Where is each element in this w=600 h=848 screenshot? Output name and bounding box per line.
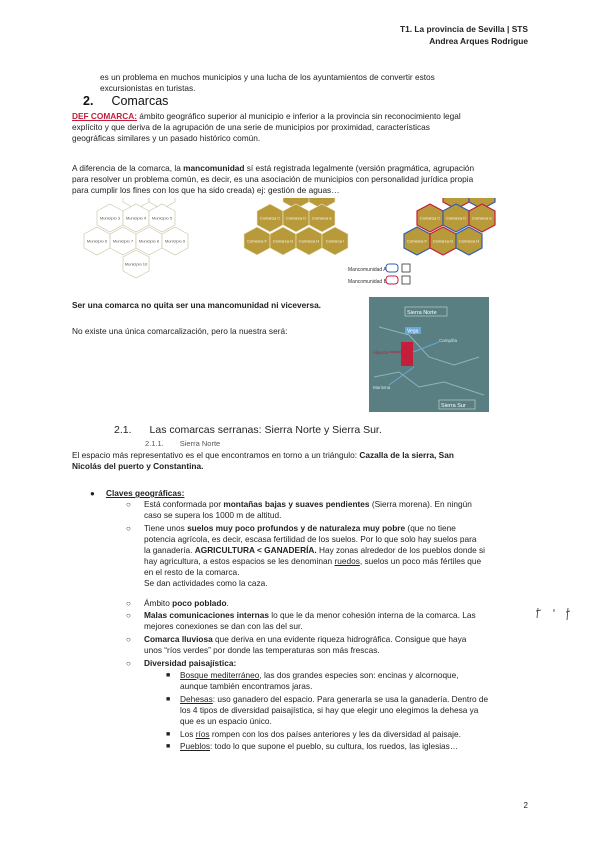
clave-item-lluviosa: Comarca lluviosa que deriva en una evidente riqueza hidrográfica. Consigue que haya unos “ríos verdes” por donde las temperaturas son más frescas.	[144, 634, 467, 655]
sierra-norte-intro: El espacio más representativo es el que encontramos en torno a un triángulo: Cazalla de la sierra, San Nicolás del puerto y Constantina.	[72, 450, 454, 471]
map-label-marisma: Marisma	[373, 385, 391, 390]
hexagon-label: Comarca H	[458, 238, 480, 244]
square-bullet-icon: ■	[166, 743, 171, 750]
map-highlight-red	[401, 342, 413, 366]
clave-item-montanas: Está conformada por montañas bajas y suaves pendientes (Sierra morena). En ningún caso se supera los 1000 m de altitud.	[144, 499, 472, 520]
no-unique-statement: No existe una única comarcalización, pero la nuestra será:	[72, 326, 288, 336]
comarca-hex-group	[244, 198, 348, 255]
hexagon-label: Comarca G	[272, 238, 294, 244]
margin-mark	[536, 608, 541, 618]
map-label-sierra-norte: Sierra Norte	[407, 310, 437, 316]
header-author: Andrea Arques Rodrigue	[429, 35, 528, 46]
diversidad-bosque: Bosque mediterráneo, las dos grandes especies son: encinas y alcornoque, aunque también encontramos jaras.	[180, 670, 459, 691]
clave-item-diversidad: Diversidad paisajística:	[144, 658, 237, 668]
comarca-mancom-statement: Ser una comarca no quita ser una mancomunidad ni viceversa.	[72, 300, 321, 310]
hexagon-label: Comarca D	[285, 215, 307, 221]
hexagon-label: Municipio 9	[164, 238, 186, 244]
hexagon-label: Comarca D	[445, 215, 467, 221]
intro-continuation: es un problema en muchos municipios y una lucha de los ayuntamientos de convertir estos excursionistas en turistas.	[100, 72, 435, 93]
map-label-sierra-sur: Sierra Sur	[441, 403, 466, 409]
page-header	[400, 24, 528, 47]
diversidad-rios: Los ríos rompen con los dos países anteriores y les da diversidad al paisaje.	[180, 729, 461, 739]
map-label-aljarafe: Aljarafe	[373, 350, 389, 355]
clave-item-comunicaciones: Malas comunicaciones internas lo que le da menor cohesión interna de la comarca. Las mejores conexiones se dan con las del sur.	[144, 610, 476, 631]
circle-bullet-icon: ○	[126, 611, 131, 620]
trash-icon	[402, 264, 410, 272]
section-2-1-heading: 2.1. Las comarcas serranas: Sierra Norte y Sierra Sur.	[114, 424, 382, 436]
sevilla-comarcas-map	[369, 297, 489, 412]
hexagon-label: Municipio 8	[138, 238, 160, 244]
header-title: T1. La provincia de Sevilla | STS	[399, 24, 528, 34]
circle-bullet-icon: ○	[126, 500, 131, 509]
hexagon-label: Municipio 4	[125, 215, 147, 221]
municipio-hex-group	[84, 198, 188, 278]
diversidad-dehesas: Dehesas: uso ganadero del espacio. Para generarla se usa la ganadería. Dentro de los 4 tipos de diversidad paisajística, si hay que elegir uno elegimos la dehesa ya que es un espacio único.	[180, 694, 489, 726]
bullet-icon: ●	[90, 489, 95, 498]
comarca-definition: DEF COMARCA: ámbito geográfico superior al municipio e inferior a la provincia sin reconocimiento legal explícito y que deriva de la agrupación de una serie de municipios por proximidad, características geográficas similares y un pasado histórico común.	[72, 111, 461, 143]
circle-bullet-icon: ○	[126, 635, 131, 644]
margin-mark	[566, 608, 570, 620]
section-number: 2.	[83, 94, 94, 108]
hexagon-label: Municipio 6	[86, 238, 108, 244]
hexagon-label: Municipio 3	[99, 215, 121, 221]
def-label: DEF COMARCA:	[72, 111, 137, 121]
map-label-campina: Campiña	[439, 338, 458, 343]
hexagon-label: Comarca C	[419, 215, 441, 221]
hexagon-label: Comarca F	[407, 238, 427, 244]
diagram-legend	[348, 264, 410, 285]
hexagon-label: Comarca G	[432, 238, 454, 244]
hexagon-label: Comarca E	[311, 215, 333, 221]
legend-blue-shape	[386, 264, 398, 272]
diversidad-pueblos: Pueblos: todo lo que supone el pueblo, su cultura, los ruedos, las iglesias…	[180, 741, 459, 751]
clave-item-suelos: Tiene unos suelos muy poco profundos y de naturaleza muy pobre (que no tiene potencia agrícola, es decir, escasa fertilidad de los suelos. Por lo que solo hay suelos para la ganadería. AGRICULTURA < GANADERÍA. Hay zonas alrededor de los pueblos donde si hay agricultura, a estos espacios se les denominan ruedos, suelos un poco más fértiles que en el resto de la comarca. Se dan actividades como la caza.	[144, 523, 486, 588]
hexagon-label: Comarca F	[247, 238, 267, 244]
square-bullet-icon: ■	[166, 696, 171, 703]
hexagon-label: Municipio 10	[124, 261, 148, 267]
trash-icon	[402, 276, 410, 284]
claves-title: Claves geográficas:	[106, 488, 185, 498]
circle-bullet-icon: ○	[126, 524, 131, 533]
square-bullet-icon: ■	[166, 731, 171, 738]
circle-bullet-icon: ○	[126, 599, 131, 608]
section-2-1-1-heading: 2.1.1. Sierra Norte	[145, 439, 221, 448]
square-bullet-icon: ■	[166, 672, 171, 679]
margin-marks	[534, 606, 574, 630]
legend-mancom-a: Mancomunidad A	[348, 267, 387, 273]
legend-red-shape	[386, 276, 398, 284]
mancomunidad-hex-group	[404, 198, 495, 255]
mancomunidad-paragraph: A diferencia de la comarca, la mancomunidad sí está registrada legalmente (versión pragmática, agrupación para resolver un problema común, es decir, es una asociación de municipios con personalidad jurídica propia para cumplir los fines con los que ha sido creada) ej: gestión de aguas…	[72, 163, 475, 195]
hexagon-label: Comarca H	[298, 238, 320, 244]
hexagon-label: Comarca C	[259, 215, 281, 221]
section-title: Comarcas	[111, 94, 169, 108]
circle-bullet-icon: ○	[126, 659, 131, 668]
comarca-hex-diagram	[60, 198, 540, 290]
legend-mancom-b: Mancomunidad B	[348, 279, 387, 285]
hexagon-label: Municipio 5	[151, 215, 173, 221]
section-2-heading	[83, 96, 168, 107]
clave-item-poblado: Ámbito poco poblado.	[144, 598, 229, 608]
hexagon-label: Comarca E	[471, 215, 493, 221]
map-label-vega: Vega	[407, 328, 419, 335]
hexagon-label: Comarca I	[325, 238, 345, 244]
hexagon-label: Municipio 7	[112, 238, 134, 244]
page-number: 2	[523, 801, 528, 810]
